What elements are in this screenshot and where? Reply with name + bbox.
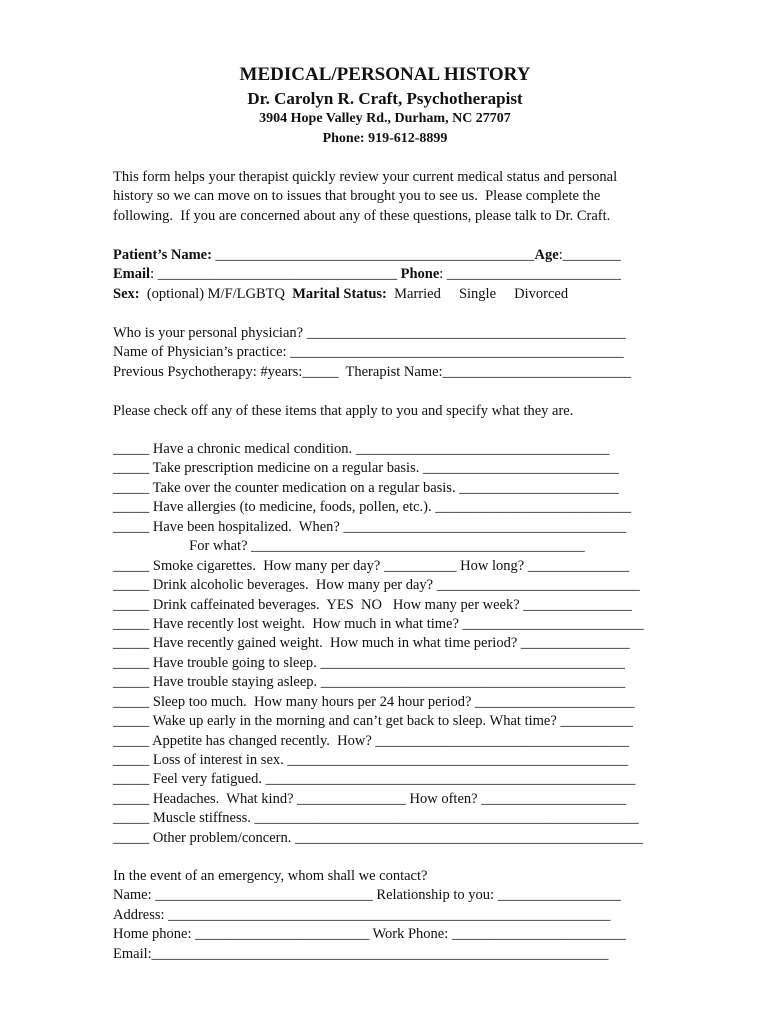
email-field[interactable]: : _________________________________ [150,266,401,282]
checklist-item[interactable]: _____ Appetite has changed recently. How? ___________________________________ [113,733,630,749]
physician-practice-field[interactable]: Name of Physician’s practice: ______________________________________________ [113,344,624,360]
checklist-intro: Please check off any of these items that apply to you and specify what they are. [113,403,574,419]
checklist-item[interactable]: _____ Have trouble going to sleep. __________________________________________ [113,655,625,671]
checklist-item[interactable]: _____ Headaches. What kind? _______________ How often? ____________________ [113,791,627,807]
form-title: MEDICAL/PERSONAL HISTORY [239,64,531,85]
checklist-item[interactable]: _____ Take prescription medicine on a regular basis. ___________________________ [113,460,619,476]
age-field[interactable]: :________ [558,247,621,263]
checklist-item[interactable]: _____ Have allergies (to medicine, foods, pollen, etc.). ___________________________ [113,499,632,515]
checklist-item[interactable]: _____ Other problem/concern. ________________________________________________ [113,830,644,846]
checklist-item[interactable]: For what? ______________________________________________ [113,538,585,554]
previous-psychotherapy-field[interactable]: Previous Psychotherapy: #years:_____ Therapist Name:__________________________ [113,364,632,380]
phone-label: Phone [400,266,440,282]
checklist-item[interactable]: _____ Muscle stiffness. _____________________________________________________ [113,810,639,826]
sex-options[interactable]: (optional) M/F/LGBTQ [139,286,293,302]
emergency-name-field[interactable]: Name: ______________________________ Relationship to you: _________________ [113,887,621,903]
checklist-item[interactable]: _____ Wake up early in the morning and can’t get back to sleep. What time? __________ [113,713,633,729]
patient-name-row [113,246,621,265]
checklist-item[interactable]: _____ Have a chronic medical condition. ___________________________________ [113,441,610,457]
emergency-address-field[interactable]: Address: _____________________________________________________________ [113,907,611,923]
phone-field[interactable]: : ________________________ [439,266,621,282]
age-label: Age [534,247,559,263]
checklist-item[interactable]: _____ Have trouble staying asleep. __________________________________________ [113,674,626,690]
marital-status-label: Marital Status: [292,286,387,302]
patient-name-field[interactable]: ____________________________________________ [211,247,535,263]
intro-line: following. If you are concerned about any of these questions, please talk to Dr. Craft. [113,208,611,224]
office-address: 3904 Hope Valley Rd., Durham, NC 27707 [259,111,511,126]
email-label: Email [113,266,151,282]
emergency-email-field[interactable]: Email:_______________________________________________________________ [113,946,609,962]
intro-line: history so we can move on to issues that brought you to see us. Please complete the [113,188,601,204]
checklist-item[interactable]: _____ Have recently gained weight. How much in what time period? _______________ [113,635,630,651]
email-phone-row [113,265,621,284]
therapist-name: Dr. Carolyn R. Craft, Psychotherapist [247,89,523,108]
intro-line: This form helps your therapist quickly review your current medical status and personal [113,169,618,185]
emergency-heading: In the event of an emergency, whom shall we contact? [113,868,428,884]
sex-marital-row [113,285,568,304]
checklist-item[interactable]: _____ Smoke cigarettes. How many per day? __________ How long? ______________ [113,558,630,574]
checklist-item[interactable]: _____ Sleep too much. How many hours per 24 hour period? ______________________ [113,694,635,710]
checklist-item[interactable]: _____ Feel very fatigued. ___________________________________________________ [113,771,636,787]
physician-field[interactable]: Who is your personal physician? ____________________________________________ [113,325,626,341]
checklist-item[interactable]: _____ Loss of interest in sex. _______________________________________________ [113,752,629,768]
checklist-item[interactable]: _____ Have recently lost weight. How much in what time? _________________________ [113,616,644,632]
office-phone: Phone: 919-612-8899 [322,131,448,146]
marital-status-options[interactable]: Married Single Divorced [386,286,569,302]
sex-label: Sex: [113,286,140,302]
checklist-item[interactable]: _____ Drink alcoholic beverages. How many per day? ____________________________ [113,577,640,593]
checklist-item[interactable]: _____ Drink caffeinated beverages. YES NO How many per week? _______________ [113,597,633,613]
checklist-item[interactable]: _____ Have been hospitalized. When? _______________________________________ [113,519,627,535]
emergency-phone-field[interactable]: Home phone: ________________________ Work Phone: ________________________ [113,926,626,942]
patient-name-label: Patient’s Name: [113,247,212,263]
checklist-item[interactable]: _____ Take over the counter medication on a regular basis. ______________________ [113,480,619,496]
